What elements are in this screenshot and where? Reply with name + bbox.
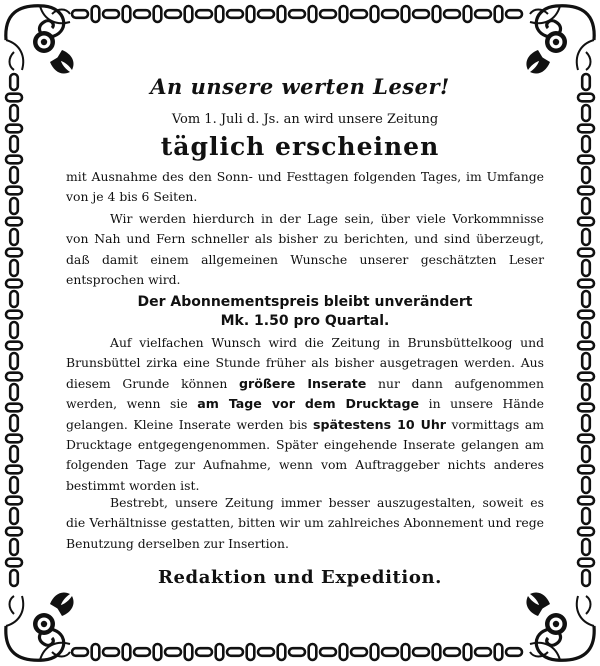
chain-link: [10, 446, 18, 462]
chain-link: [351, 648, 367, 656]
chain-link: [6, 404, 22, 412]
chain-link: [185, 6, 193, 22]
chain-link: [578, 404, 594, 412]
chain-link: [578, 342, 594, 350]
chain-link: [578, 528, 594, 536]
chain-link: [382, 10, 398, 18]
chain-link: [582, 415, 590, 431]
chain-link: [6, 311, 22, 319]
headline: täglich erscheinen: [160, 132, 440, 161]
chain-link: [506, 648, 522, 656]
chain-link: [72, 10, 88, 18]
chain-link: [475, 10, 491, 18]
chain-link: [320, 10, 336, 18]
chain-link: [578, 311, 594, 319]
chain-link: [165, 648, 181, 656]
chain-link: [582, 446, 590, 462]
text-run: vormittags am Drucktage entgegengenommen. Später eingehende Inserate gelangen am folgenden Tage zur Aufnahme, wenn vom Auftraggeber nichts anderes bestimmt worden ist.: [66, 416, 544, 493]
chain-link: [278, 644, 286, 660]
chain-link: [6, 187, 22, 195]
page-title: An unsere werten Leser!: [150, 74, 450, 99]
chain-link: [582, 353, 590, 369]
chain-link: [578, 559, 594, 567]
paragraph-scope: mit Ausnahme des den Sonn- und Festtagen folgenden Tages, im Umfange von je 4 bis 6 Seiten.: [66, 169, 544, 205]
chain-link: [582, 167, 590, 183]
chain-link: [92, 644, 100, 660]
chain-link: [123, 644, 131, 660]
paragraph-appeal: Bestrebt, unsere Zeitung immer besser auszugestalten, soweit es die Verhältnisse gestatten, bitten wir um zahlreiches Abonnement und rege Benutzung derselben zur Insertion.: [66, 495, 544, 551]
chain-link: [402, 644, 410, 660]
chain-link: [506, 10, 522, 18]
chain-link: [10, 508, 18, 524]
chain-link: [216, 6, 224, 22]
chain-link: [258, 648, 274, 656]
chain-link: [196, 648, 212, 656]
intro-line: Vom 1. Juli d. Js. an wird unsere Zeitung: [171, 112, 439, 127]
chain-link: [582, 384, 590, 400]
chain-link: [10, 291, 18, 307]
bold-run: größere Inserate: [239, 375, 367, 391]
chain-link: [6, 342, 22, 350]
chain-link: [10, 322, 18, 338]
price-line-2: Mk. 1.50 pro Quartal.: [220, 313, 390, 329]
chain-link: [103, 648, 119, 656]
chain-link: [578, 249, 594, 257]
chain-link: [227, 10, 243, 18]
chain-link: [6, 497, 22, 505]
chain-link: [371, 6, 379, 22]
chain-link: [309, 644, 317, 660]
text-run: Auf vielfachen Wunsch wird die Zeitung in Brunsbüttelkoog und Brunsbüttel zirka eine Stunde früher als bisher ausgetragen werden. Aus diesem Grunde können: [66, 335, 544, 391]
paragraph-delivery: [66, 333, 544, 496]
chain-link: [289, 10, 305, 18]
chain-link: [6, 373, 22, 381]
chain-link: [578, 466, 594, 474]
chain-link: [6, 559, 22, 567]
chain-link: [433, 644, 441, 660]
chain-link: [578, 373, 594, 381]
chain-link: [10, 198, 18, 214]
chain-link: [72, 648, 88, 656]
chain-link: [444, 10, 460, 18]
chain-link: [10, 229, 18, 245]
chain-link: [123, 6, 131, 22]
chain-link: [340, 644, 348, 660]
chain-link: [6, 466, 22, 474]
chain-link: [320, 648, 336, 656]
chain-link: [495, 6, 503, 22]
chain-link: [578, 218, 594, 226]
chain-link: [154, 6, 162, 22]
chain-link: [582, 508, 590, 524]
chain-link: [227, 648, 243, 656]
chain-link: [578, 497, 594, 505]
chain-link: [247, 6, 255, 22]
chain-link: [582, 229, 590, 245]
chain-link: [185, 644, 193, 660]
chain-link: [582, 291, 590, 307]
chain-link: [6, 528, 22, 536]
chain-link: [464, 644, 472, 660]
chain-link: [578, 435, 594, 443]
text-run: in unsere Hände gelangen. Kleine Inserate werden bis: [66, 396, 544, 432]
chain-link: [578, 187, 594, 195]
price-notice: [66, 293, 544, 331]
chain-link: [413, 10, 429, 18]
chain-link: [413, 648, 429, 656]
bold-run: am Tage vor dem Drucktage: [197, 396, 420, 412]
chain-link: [444, 648, 460, 656]
bold-run: spätestens 10 Uhr: [312, 416, 446, 432]
chain-link: [134, 10, 150, 18]
chain-link: [10, 415, 18, 431]
chain-link: [6, 249, 22, 257]
signature: Redaktion und Expedition.: [157, 567, 443, 588]
chain-link: [6, 280, 22, 288]
chain-link: [258, 10, 274, 18]
chain-link: [340, 6, 348, 22]
chain-link: [10, 539, 18, 555]
chain-link: [582, 198, 590, 214]
chain-link: [10, 477, 18, 493]
chain-link: [475, 648, 491, 656]
chain-link: [6, 435, 22, 443]
chain-link: [10, 353, 18, 369]
chain-link: [196, 10, 212, 18]
chain-link: [10, 105, 18, 121]
chain-link: [103, 10, 119, 18]
chain-link: [351, 10, 367, 18]
chain-link: [134, 648, 150, 656]
chain-link: [247, 644, 255, 660]
chain-link: [278, 6, 286, 22]
chain-link: [371, 644, 379, 660]
paragraph-benefit: Wir werden hierdurch in der Lage sein, über viele Vorkommnisse von Nah und Fern schneller als bisher zu berichten, und sind überzeugt, daß damit einem allgemeinen Wunsche unserer geschätzten Leser entsprochen wird.: [66, 211, 544, 288]
chain-link: [582, 322, 590, 338]
chain-link: [216, 644, 224, 660]
chain-link: [582, 539, 590, 555]
chain-link: [10, 260, 18, 276]
chain-link: [10, 384, 18, 400]
chain-link: [582, 260, 590, 276]
chain-link: [92, 6, 100, 22]
chain-link: [289, 648, 305, 656]
text-run: nur dann aufgenommen werden, wenn sie: [66, 375, 544, 412]
chain-link: [402, 6, 410, 22]
chain-link: [578, 280, 594, 288]
chain-link: [582, 105, 590, 121]
chain-link: [165, 10, 181, 18]
chain-link: [10, 167, 18, 183]
chain-link: [495, 644, 503, 660]
chain-link: [6, 218, 22, 226]
chain-link: [382, 648, 398, 656]
chain-link: [464, 6, 472, 22]
chain-link: [582, 477, 590, 493]
chain-link: [309, 6, 317, 22]
chain-link: [154, 644, 162, 660]
price-line-1: Der Abonnementspreis bleibt unverändert: [137, 294, 473, 310]
chain-link: [433, 6, 441, 22]
